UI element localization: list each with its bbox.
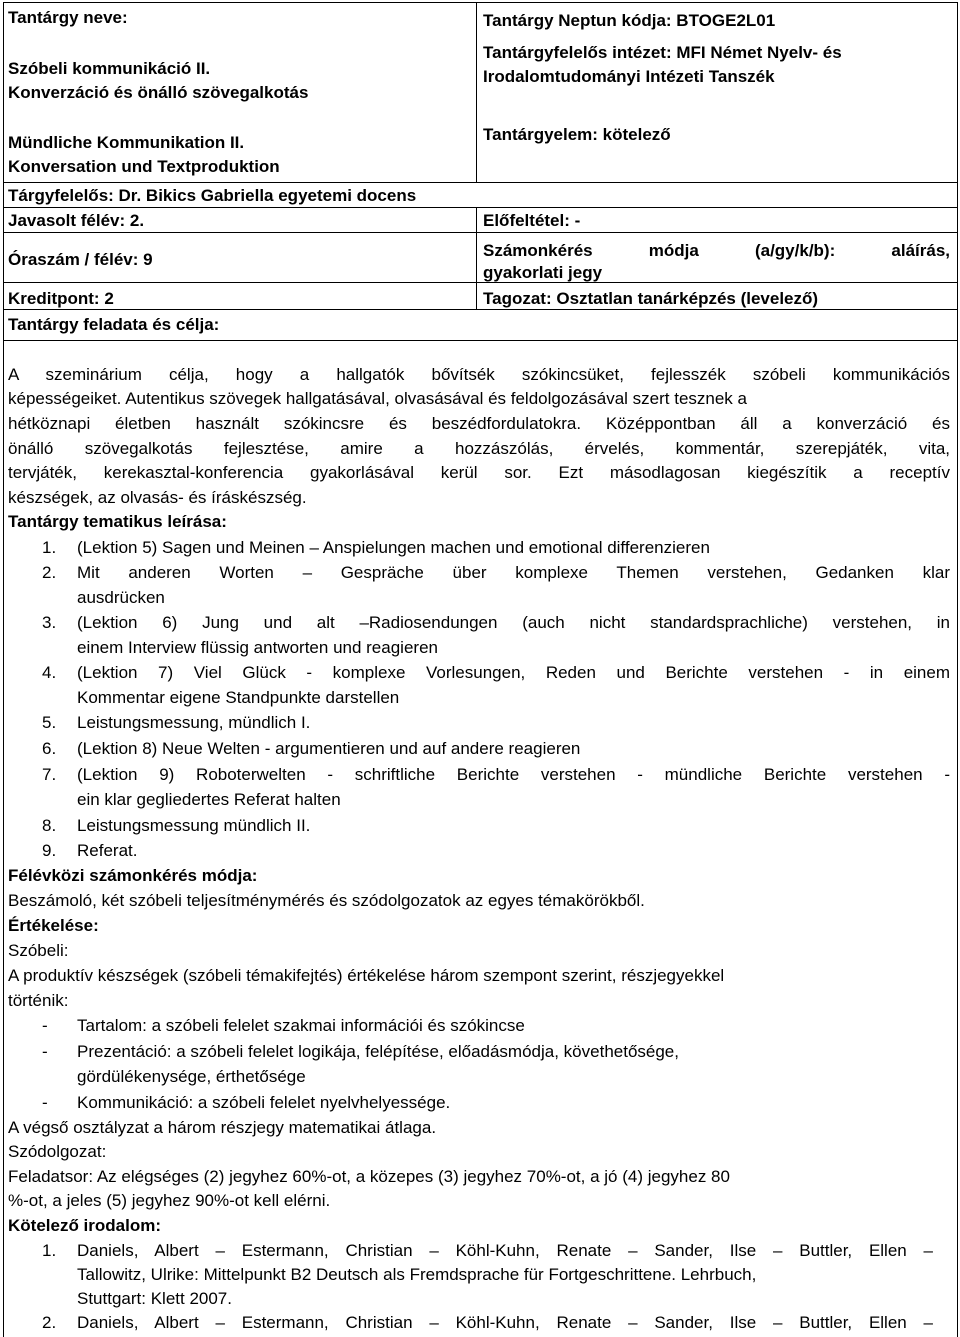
contact-hours: Óraszám / félév: 9	[8, 250, 153, 269]
thematic-item-number: 1.	[42, 538, 57, 557]
evaluation-bullet-dash: -	[42, 1093, 48, 1112]
prerequisite: Előfeltétel: -	[483, 211, 581, 230]
neptun-code: Tantárgy Neptun kódja: BTOGE2L01	[483, 11, 776, 30]
assessment-type-line2: gyakorlati jegy	[483, 263, 603, 282]
subject-name-de-line2: Konversation und Textproduktion	[8, 157, 280, 176]
evaluation-intro-line2: történik:	[8, 991, 69, 1010]
literature-label: Kötelező irodalom:	[8, 1216, 162, 1235]
subject-name-de-line1: Mündliche Kommunikation II.	[8, 133, 245, 152]
goal-line: képességeiket. Autentikus szövegek hallgatásával, olvasásával és feldolgozásával szert tesznek a	[8, 389, 747, 408]
goal-line: tervjáték, kerekasztal-konferencia gyakorlásával kerül sor. Ezt másodlagosan kiegészítik a receptív	[8, 463, 950, 482]
literature-item-text-cont: Tallowitz, Ulrike: Mittelpunkt B2 Deutsch als Fremdsprache für Fortgeschrittene. Lehrbuch,	[77, 1265, 757, 1284]
thematic-item-number: 7.	[42, 765, 57, 784]
vocab-test-label: Szódolgozat:	[8, 1142, 107, 1161]
goal-line: hétköznapi életben használt szókincsre és beszédfordulatokra. Középpontban áll a konverzáció és	[8, 414, 950, 433]
thematic-item-text: (Lektion 7) Viel Glück - komplexe Vorlesungen, Reden und Berichte verstehen - in einem	[77, 663, 950, 682]
thematic-item-text: (Lektion 9) Roboterwelten - schriftliche Berichte verstehen - mündliche Berichte verstehen -	[77, 765, 950, 784]
subject-name-hu-line1: Szóbeli kommunikáció II.	[8, 59, 211, 78]
evaluation-label: Értékelése:	[8, 916, 99, 935]
assessment-type-line1: Számonkérés módja (a/gy/k/b): aláírás,	[483, 241, 950, 260]
subject-name-hu-line2: Konverzáció és önálló szövegalkotás	[8, 83, 309, 102]
literature-item-text-cont: Stuttgart: Klett 2007.	[77, 1289, 232, 1308]
task-label: Tantárgy feladata és célja:	[8, 315, 220, 334]
thematic-item-text-cont: ausdrücken	[77, 588, 165, 607]
literature-item-number: 2.	[42, 1313, 57, 1332]
literature-item-number: 1.	[42, 1241, 57, 1260]
subject-name-label: Tantárgy neve:	[8, 8, 128, 27]
thematic-item-number: 5.	[42, 713, 57, 732]
thematic-item-text: Referat.	[77, 841, 138, 860]
credit-points: Kreditpont: 2	[8, 289, 114, 308]
goal-line: A szeminárium célja, hogy a hallgatók bővítsék szókincsüket, fejlesszék szóbeli kommunikációs	[8, 365, 950, 384]
thematic-item-text: Leistungsmessung, mündlich I.	[77, 713, 311, 732]
oral-label: Szóbeli:	[8, 941, 69, 960]
literature-item-text: Daniels, Albert – Estermann, Christian – Köhl-Kuhn, Renate – Sander, Ilse – Buttler, Ellen –	[77, 1313, 933, 1332]
course-responsible: Tárgyfelelős: Dr. Bikics Gabriella egyetemi docens	[8, 186, 417, 205]
thematic-item-text: (Lektion 8) Neue Welten - argumentieren und auf andere reagieren	[77, 739, 581, 758]
study-mode: Tagozat: Osztatlan tanárképzés (levelező)	[483, 289, 819, 308]
evaluation-bullet-text: Tartalom: a szóbeli felelet szakmai információi és szókincse	[77, 1016, 525, 1035]
thematic-item-text: Mit anderen Worten – Gespräche über komplexe Themen verstehen, Gedanken klar	[77, 563, 950, 582]
thematic-item-number: 3.	[42, 613, 57, 632]
evaluation-bullet-text: Prezentáció: a szóbeli felelet logikája, felépítése, előadásmódja, követhetősége,	[77, 1042, 679, 1061]
thematic-item-text-cont: einem Interview flüssig antworten und reagieren	[77, 638, 438, 657]
evaluation-bullet-text: Kommunikáció: a szóbeli felelet nyelvhelyessége.	[77, 1093, 451, 1112]
thematic-item-text-cont: Kommentar eigene Standpunkte darstellen	[77, 688, 400, 707]
institute-line1: Tantárgyfelelős intézet: MFI Német Nyelv- és	[483, 43, 842, 62]
goal-line: önálló szövegalkotás fejlesztése, amire a hozzászólás, érvelés, kommentár, szerepjáték, vita,	[8, 439, 950, 458]
vocab-test-line1: Feladatsor: Az elégséges (2) jegyhez 60%-ot, a közepes (3) jegyhez 70%-ot, a jó (4) jegyhez 80	[8, 1167, 730, 1186]
thematic-item-text: (Lektion 5) Sagen und Meinen – Anspielungen machen und emotional differenzieren	[77, 538, 710, 557]
midterm-label: Félévközi számonkérés módja:	[8, 866, 258, 885]
evaluation-bullet-text-cont: gördülékenysége, érthetősége	[77, 1067, 306, 1086]
thematic-label: Tantárgy tematikus leírása:	[8, 512, 227, 531]
thematic-item-number: 4.	[42, 663, 57, 682]
vocab-test-line2: %-ot, a jeles (5) jegyhez 90%-ot kell elérni.	[8, 1191, 331, 1210]
midterm-text: Beszámoló, két szóbeli teljesítménymérés és szódolgozatok az egyes témakörökből.	[8, 891, 645, 910]
evaluation-bullet-dash: -	[42, 1016, 48, 1035]
suggested-semester: Javasolt félév: 2.	[8, 211, 145, 230]
thematic-item-number: 9.	[42, 841, 57, 860]
evaluation-intro-line1: A produktív készségek (szóbeli témakifejtés) értékelése három szempont szerint, részjegyekkel	[8, 966, 725, 985]
thematic-item-text-cont: ein klar gegliedertes Referat halten	[77, 790, 341, 809]
thematic-item-text: Leistungsmessung mündlich II.	[77, 816, 311, 835]
goal-line: készségek, az olvasás- és íráskészség.	[8, 488, 307, 507]
institute-line2: Irodalomtudományi Intézeti Tanszék	[483, 67, 775, 86]
thematic-item-number: 6.	[42, 739, 57, 758]
thematic-item-number: 8.	[42, 816, 57, 835]
thematic-item-text: (Lektion 6) Jung und alt –Radiosendungen (auch nicht standardsprachliche) verstehen, in	[77, 613, 950, 632]
final-grade-text: A végső osztályzat a három részjegy matematikai átlaga.	[8, 1118, 437, 1137]
literature-item-text: Daniels, Albert – Estermann, Christian – Köhl-Kuhn, Renate – Sander, Ilse – Buttler, Ellen –	[77, 1241, 933, 1260]
thematic-item-number: 2.	[42, 563, 57, 582]
evaluation-bullet-dash: -	[42, 1042, 48, 1061]
course-element: Tantárgyelem: kötelező	[483, 125, 671, 144]
